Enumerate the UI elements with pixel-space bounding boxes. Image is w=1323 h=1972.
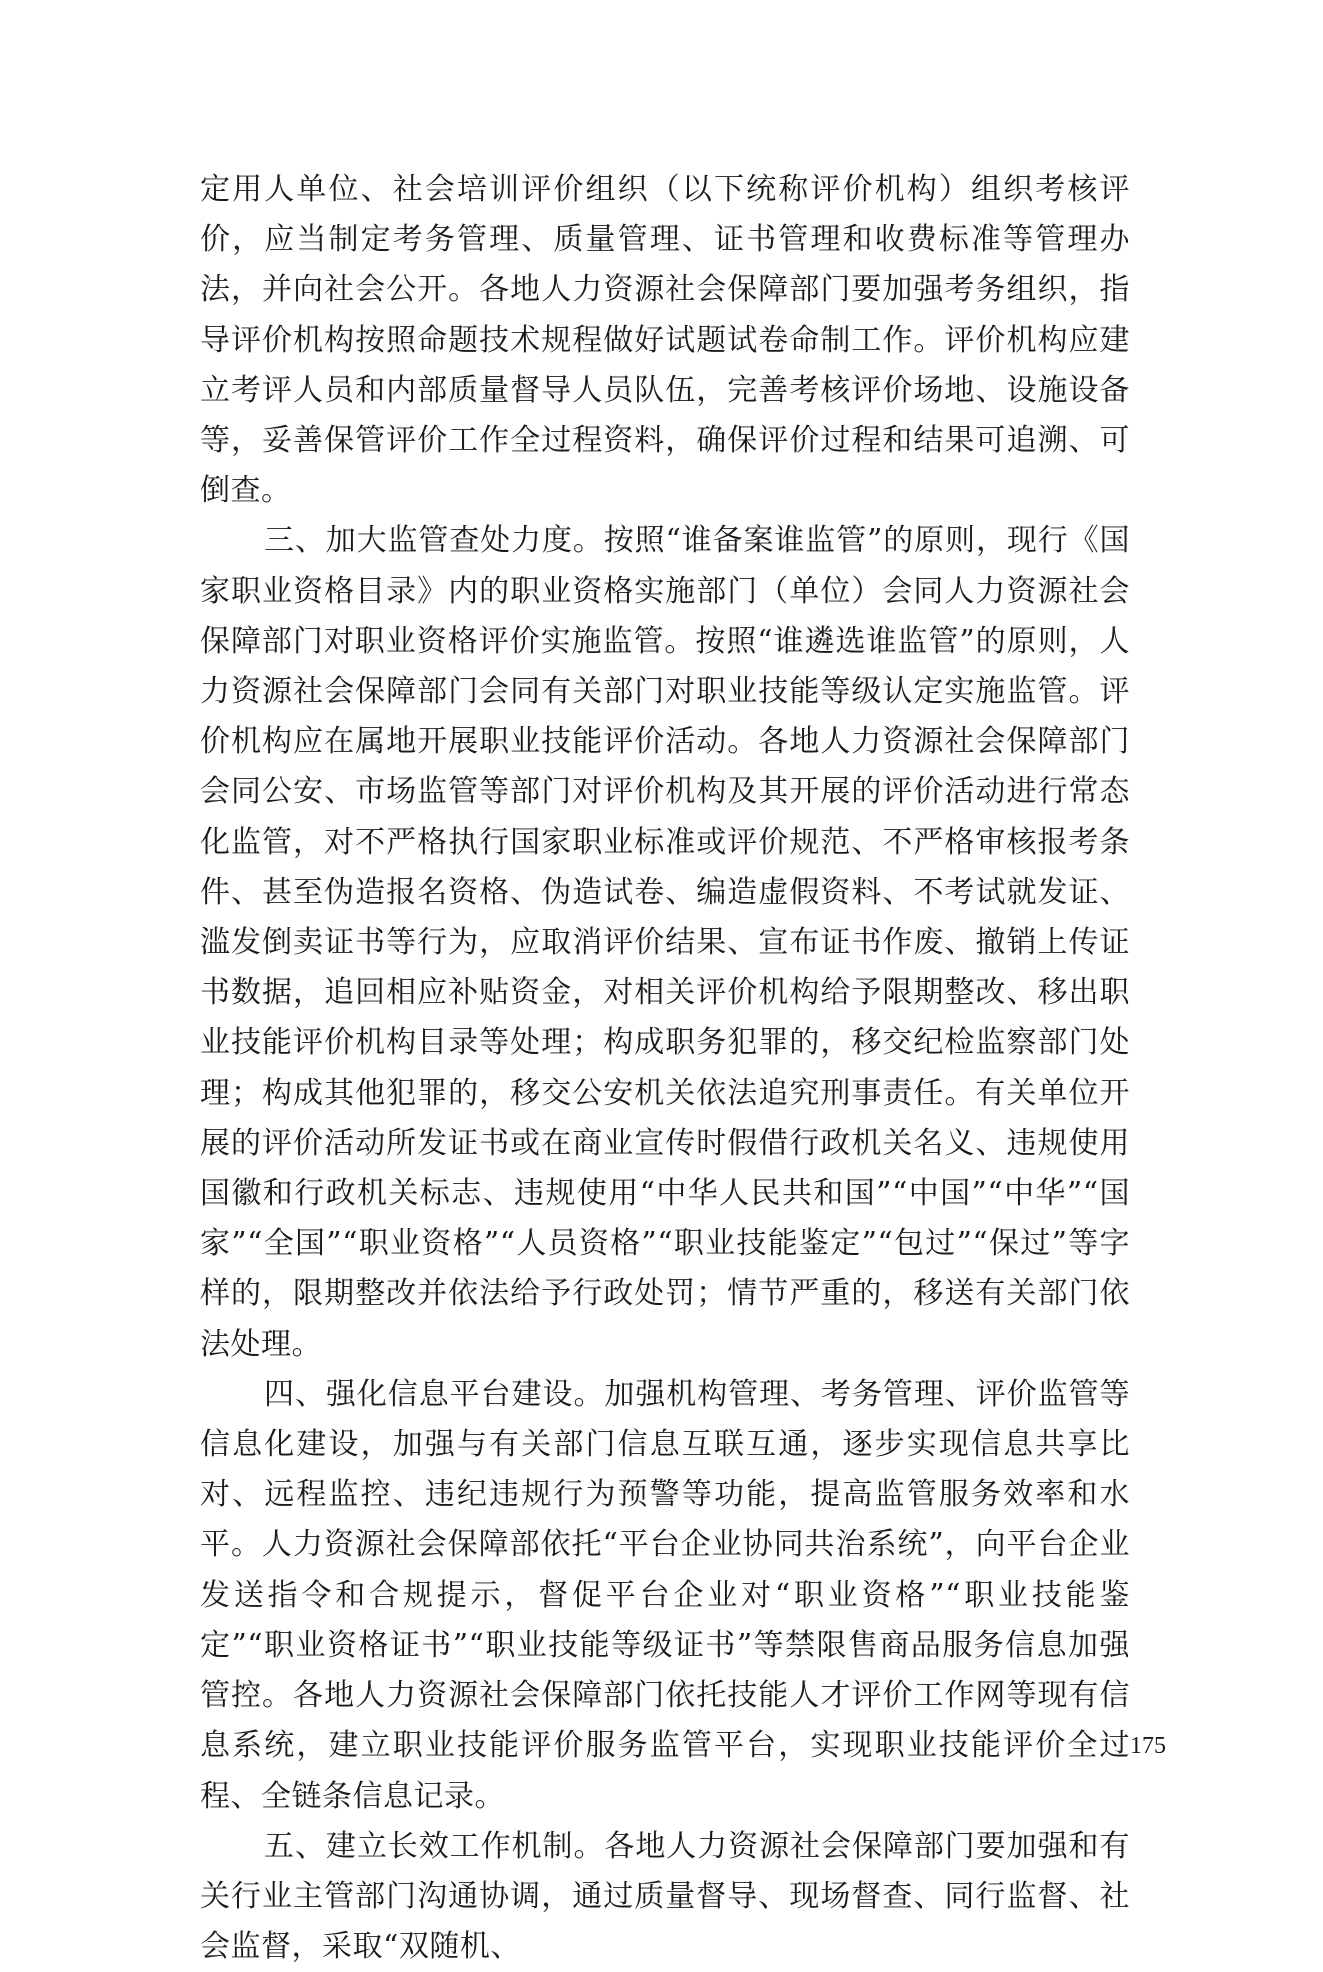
paragraph-section-4-information-platform: 四、强化信息平台建设。加强机构管理、考务管理、评价监管等信息化建设，加强与有关部门信息互联互通，逐步实现信息共享比对、远程监控、违纪违规行为预警等功能，提高监管服务效率和水平。人力资源社会保障部依托“平台企业协同共治系统”，向平台企业发送指令和合规提示，督促平台企业对“职业资格”“职业技能鉴定”“职业资格证书”“职业技能等级证书”等禁限售商品服务信息加强管控。各地人力资源社会保障部门依托技能人才评价工作网等现有信息系统，建立职业技能评价服务监管平台，实现职业技能评价全过程、全链条信息记录。 xyxy=(200,1376,1130,1814)
paragraph-continued: 定用人单位、社会培训评价组织（以下统称评价机构）组织考核评价，应当制定考务管理、质量管理、证书管理和收费标准等管理办法，并向社会公开。各地人力资源社会保障部门要加强考务组织，指导评价机构按照命题技术规程做好试题试卷命制工作。评价机构应建立考评人员和内部质量督导人员队伍，完善考核评价场地、设施设备等，妥善保管评价工作全过程资料，确保评价过程和结果可追溯、可倒查。 xyxy=(200,172,1130,509)
body-text xyxy=(200,165,1130,1972)
paragraph-section-3-supervision: 三、加大监管查处力度。按照“谁备案谁监管”的原则，现行《国家职业资格目录》内的职业资格实施部门（单位）会同人力资源社会保障部门对职业资格评价实施监管。按照“谁遴选谁监管”的原则，人力资源社会保障部门会同有关部门对职业技能等级认定实施监管。评价机构应在属地开展职业技能评价活动。各地人力资源社会保障部门会同公安、市场监管等部门对评价机构及其开展的评价活动进行常态化监管，对不严格执行国家职业标准或评价规范、不严格审核报考条件、甚至伪造报名资格、伪造试卷、编造虚假资料、不考试就发证、滥发倒卖证书等行为，应取消评价结果、宣布证书作废、撤销上传证书数据，追回相应补贴资金，对相关评价机构给予限期整改、移出职业技能评价机构目录等处理；构成职务犯罪的，移交纪检监察部门处理；构成其他犯罪的，移交公安机关依法追究刑事责任。有关单位开展的评价活动所发证书或在商业宣传时假借行政机关名义、违规使用国徽和行政机关标志、违规使用“中华人民共和国”“中国”“中华”“国家”“全国”“职业资格”“人员资格”“职业技能鉴定”“包过”“保过”等字样的，限期整改并依法给予行政处罚；情节严重的，移送有关部门依法处理。 xyxy=(200,523,1130,1362)
paragraph-section-5-long-term-mechanism: 五、建立长效工作机制。各地人力资源社会保障部门要加强和有关行业主管部门沟通协调，通过质量督导、现场督查、同行监督、社会监督，采取“双随机、 xyxy=(200,1828,1130,1965)
page-number: 175 xyxy=(1130,1733,1166,1759)
